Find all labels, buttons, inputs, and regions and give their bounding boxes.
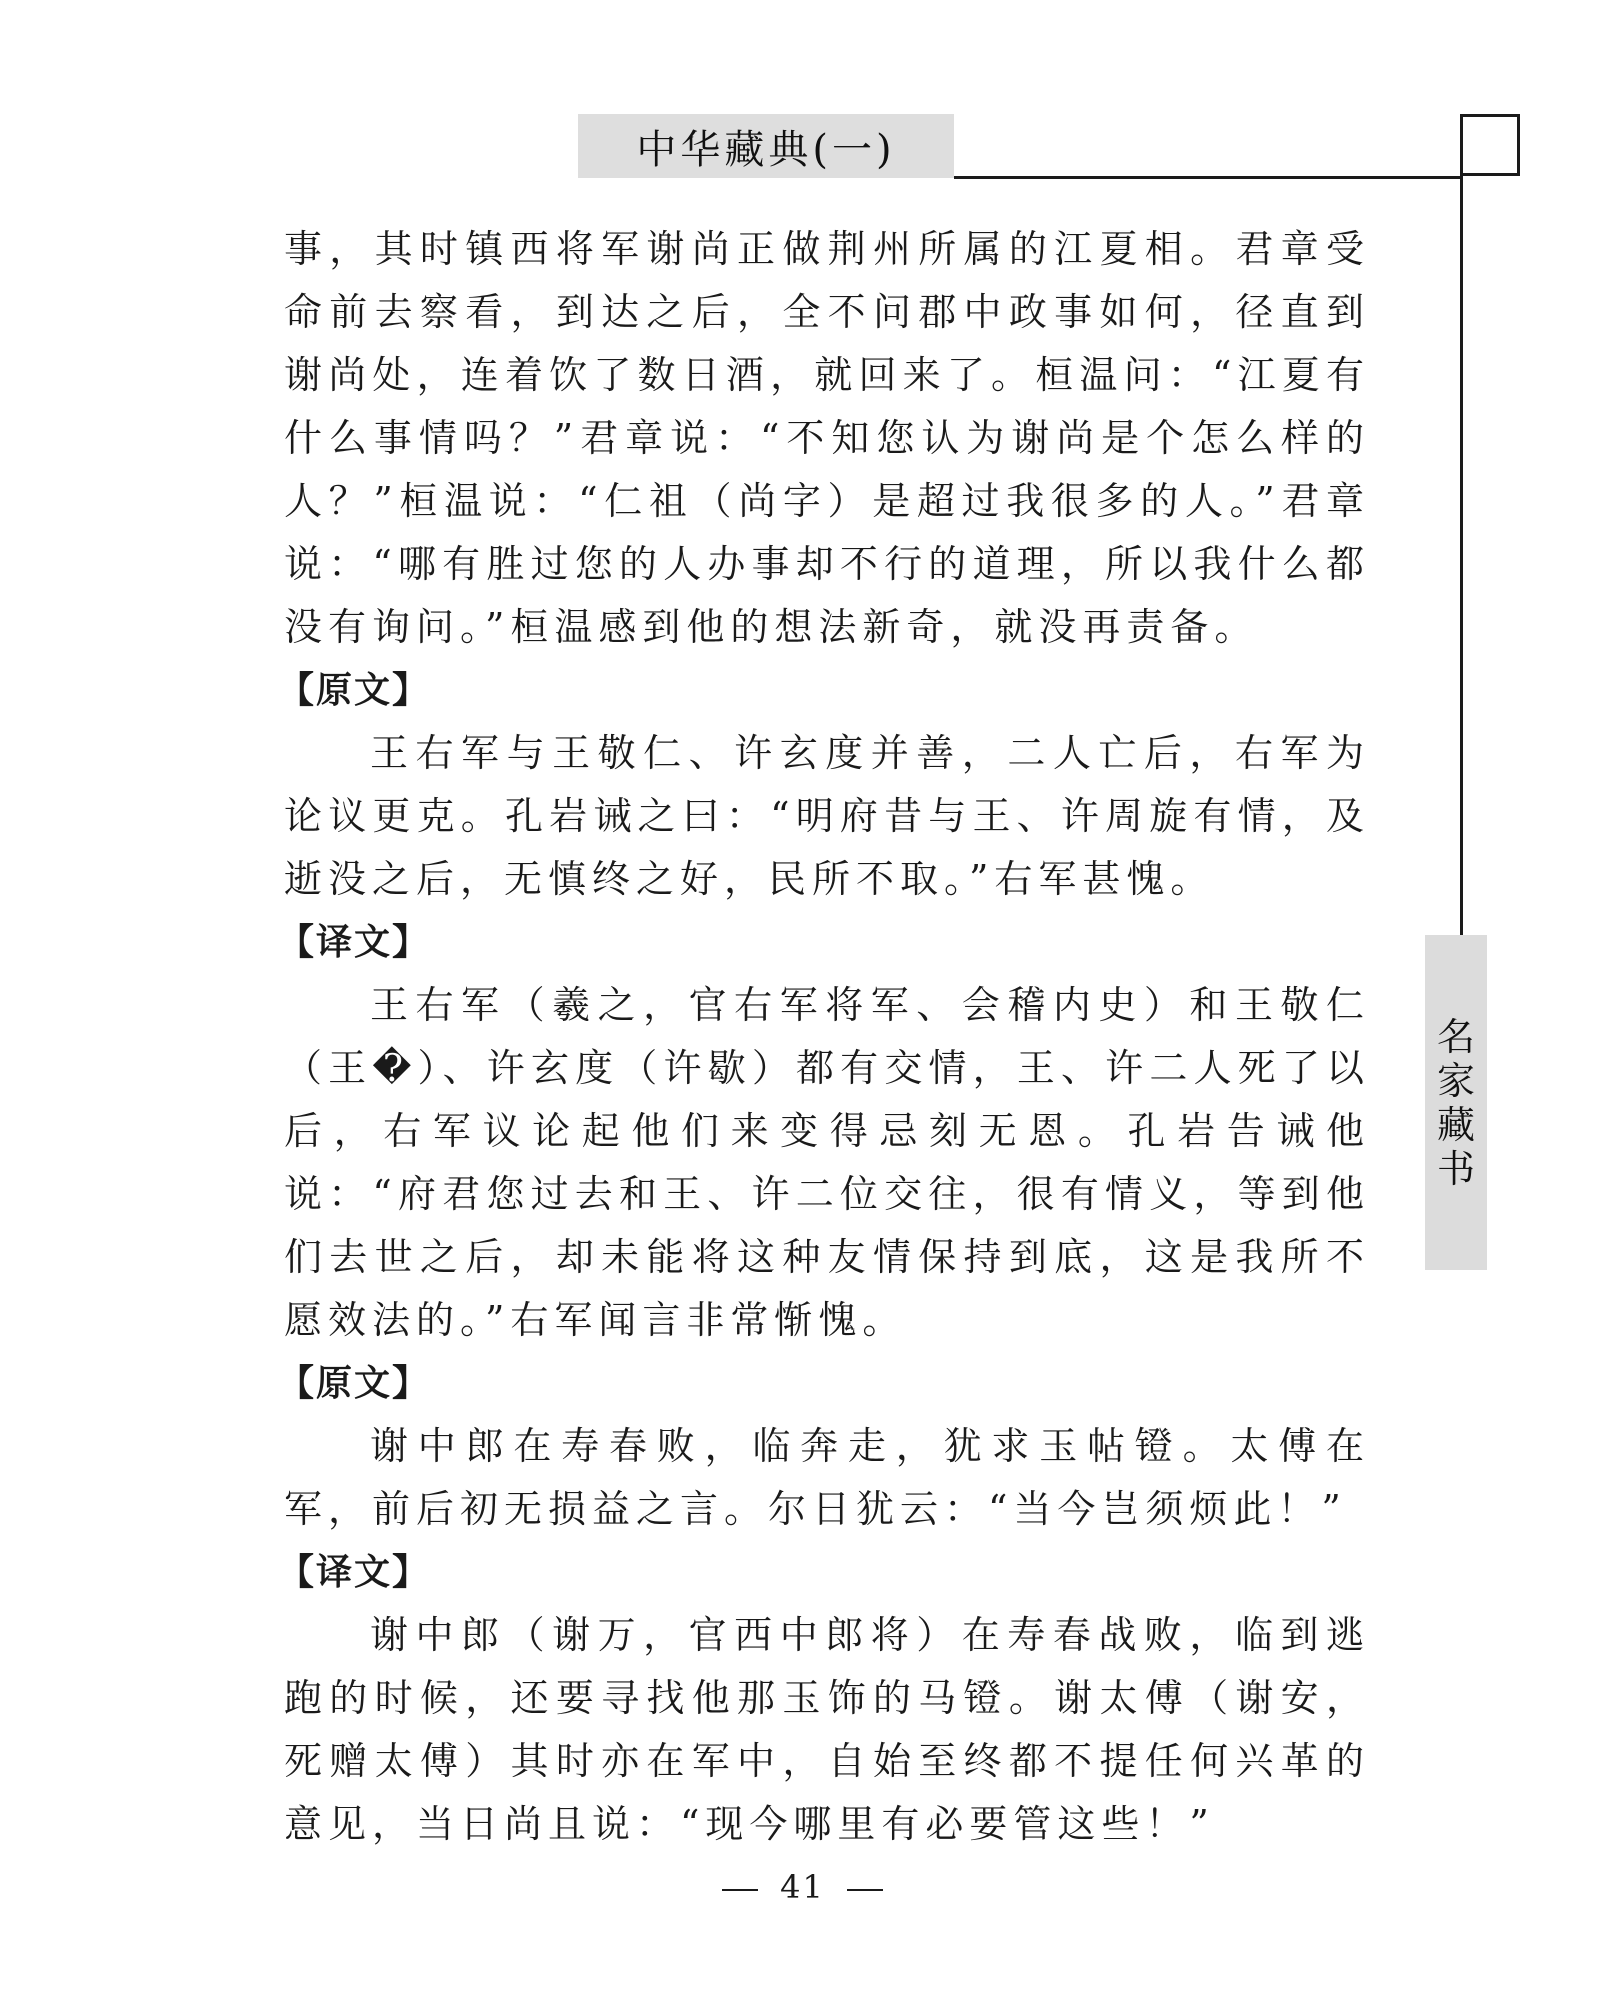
side-tab-char: 名 [1436,1014,1475,1059]
book-title-header [578,114,954,178]
book-title: 中华藏典(一) [636,126,896,173]
paragraph-translation: 谢中郎（谢万，官西中郎将）在寿春战败，临到逃跑的时候，还要寻找他那玉饰的马镫。谢太傅（谢安，死赠太傅）其时亦在军中，自始至终都不提任何兴革的意见，当日尚且说：“现今哪里有必要管这些！” [284,1613,1370,1846]
paragraph-original: 谢中郎在寿春败，临奔走，犹求玉帖镫。太傅在军，前后初无损益之言。尔日犹云：“当今岂须烦此！” [284,1424,1370,1531]
paragraph-original: 王右军与王敬仁、许玄度并善，二人亡后，右军为论议更克。孔岩诫之曰：“明府昔与王、许周旋有情，及逝没之后，无慎终之好，民所不取。”右军甚愧。 [284,731,1370,901]
side-tab-char: 家 [1436,1058,1475,1103]
section-label-original: 【原文】 [278,670,431,711]
section-label-translation: 【译文】 [278,922,431,963]
page-number-dash-left [722,1889,758,1891]
page-number-footer [0,1868,1605,1906]
section-label-translation: 【译文】 [278,1552,431,1593]
vertical-rule [1460,176,1463,936]
corner-square-ornament [1460,114,1520,176]
paragraph-translation-continued: 事，其时镇西将军谢尚正做荆州所属的江夏相。君章受命前去察看，到达之后，全不问郡中政事如何，径直到谢尚处，连着饮了数日酒，就回来了。桓温问：“江夏有什么事情吗？”君章说：“不知您认为谢尚是个怎么样的人？”桓温说：“仁祖（尚字）是超过我很多的人。”君章说：“哪有胜过您的人办事却不行的道理，所以我什么都没有询问。”桓温感到他的想法新奇，就没再责备。 [284,227,1370,649]
side-tab-char: 书 [1436,1146,1475,1191]
page-body [278,218,1370,1856]
header-rule [954,176,1460,179]
page-number-dash-right [847,1889,883,1891]
section-label-original: 【原文】 [278,1363,431,1404]
paragraph-translation: 王右军（羲之，官右军将军、会稽内史）和王敬仁（王�）、许玄度（许歇）都有交情，王、许二人死了以后，右军议论起他们来变得忌刻无恩。孔岩告诫他说：“府君您过去和王、许二位交往，很有情义，等到他们去世之后，却未能将这种友情保持到底，这是我所不愿效法的。”右军闻言非常惭愧。 [284,983,1370,1342]
side-tab-char: 藏 [1436,1102,1475,1147]
side-tab-collection-label [1425,935,1487,1270]
page-number: 41 [780,1868,825,1906]
